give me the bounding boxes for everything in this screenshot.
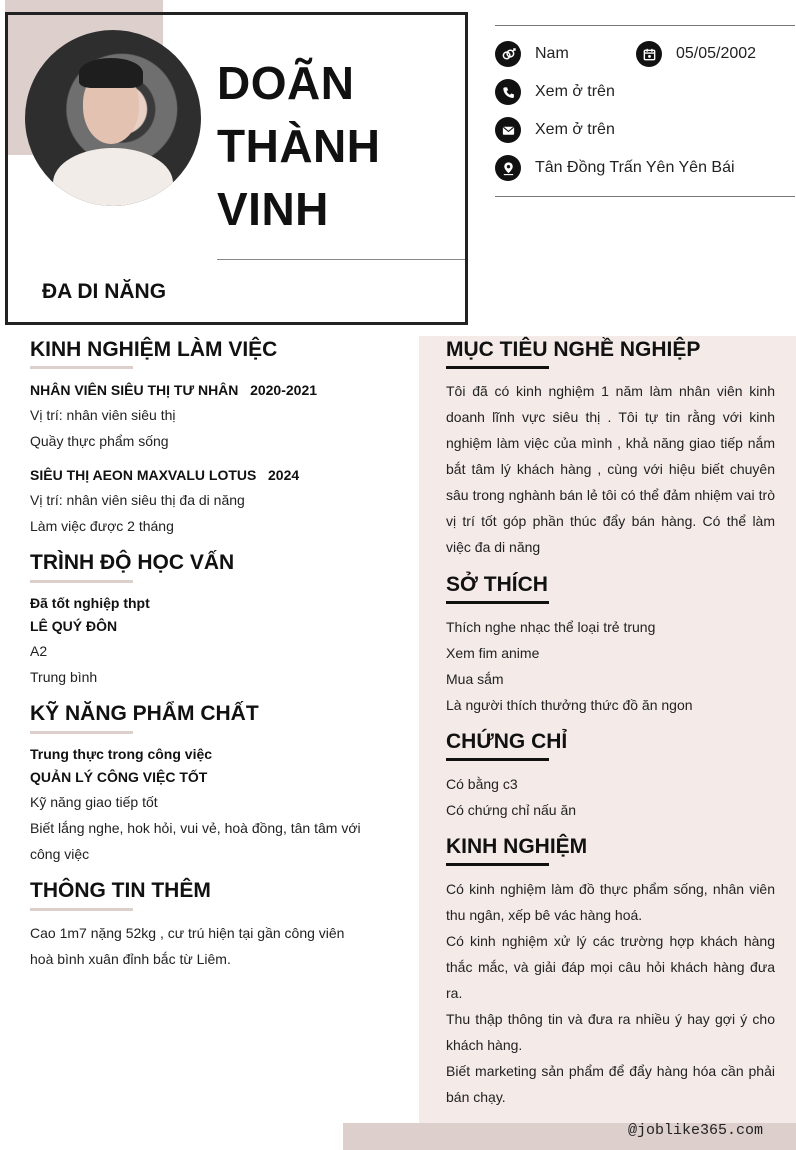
section-title-experience-details: KINH NGHIỆM [446,835,588,858]
contact-phone: Xem ở trên [495,79,615,105]
job-title: ĐA DI NĂNG [42,280,167,303]
mail-icon [495,117,521,143]
hobby-line: Xem fim anime [446,645,540,661]
certificate-line: Có chứng chỉ nấu ăn [446,802,577,818]
hobby-line: Là người thích thưởng thức đồ ăn ngon [446,697,693,713]
name-line-1: DOÃN [217,57,355,109]
job-line: Làm việc được 2 tháng [30,518,174,534]
section-underline [446,863,549,866]
contact-birthday: 05/05/2002 [636,41,756,67]
name-line-3: VINH [217,183,329,235]
name-line-2: THÀNH [217,120,381,172]
phone-icon [495,79,521,105]
section-underline [446,601,549,604]
skill-line: Trung thực trong công việc [30,746,213,762]
more-info-line: Cao 1m7 nặng 52kg , cư trú hiện tại gần công viên [30,925,345,941]
section-title-certificates: CHỨNG CHỈ [446,730,568,753]
footer-watermark: @joblike365.com [628,1122,764,1139]
section-underline [30,731,133,734]
skill-line: công việc [30,846,90,862]
education-line: A2 [30,643,48,659]
section-underline [446,758,549,761]
certificate-line: Có bằng c3 [446,776,518,792]
experience-paragraph: Biết marketing sản phẩm để đẩy hàng hóa cần phải bán chạy. [446,1063,775,1105]
section-title-hobbies: SỞ THÍCH [446,573,548,596]
section-underline [30,580,133,583]
job-line: Vị trí: nhân viên siêu thị [30,407,176,423]
job-heading-2: SIÊU THỊ AEON MAXVALU LOTUS 2024 [30,467,300,483]
job-line: Quầy thực phẩm sống [30,433,169,449]
more-info-line: hoà bình xuân đỉnh bắc từ Liêm. [30,951,231,967]
skill-line: Biết lắng nghe, hok hỏi, vui vẻ, hoà đồng, tân tâm với [30,820,361,836]
location-icon [495,155,521,181]
hobby-line: Mua sắm [446,671,504,687]
experience-paragraph: Có kinh nghiệm làm đồ thực phẩm sống, nhân viên thu ngân, xếp bê vác hàng hoá. [446,881,775,923]
education-line: Trung bình [30,669,98,685]
experience-paragraph: Thu thập thông tin và đưa ra nhiều ý hay gợi ý cho khách hàng. [446,1011,775,1053]
name-divider [217,259,465,260]
section-title-education: TRÌNH ĐỘ HỌC VẤN [30,551,235,574]
job-line: Vị trí: nhân viên siêu thị đa di năng [30,492,245,508]
hobby-line: Thích nghe nhạc thể loại trẻ trung [446,619,656,635]
avatar [25,30,201,206]
section-title-more-info: THÔNG TIN THÊM [30,879,211,902]
gender-icon [495,41,521,67]
section-title-objective: MỤC TIÊU NGHỀ NGHIỆP [446,338,701,361]
objective-text: Tôi đã có kinh nghiệm 1 năm làm nhân viên kinh doanh lĩnh vực siêu thị . Tôi tự tin rằng với kinh nghiệm làm việc của mình , khả năng giao tiếp nắm bắt tâm lý khách hàng , cùng với hiệu biết chuyên sâu trong nghành bán lẻ tôi có thể đảm nhiệm vai trò vị trí tốt góp phần thúc đẩy bán hàng. Có thể làm việc đa di năng [446,383,775,555]
experience-paragraph: Có kinh nghiệm xử lý các trường hợp khách hàng thắc mắc, và giải đáp mọi câu hỏi khách hàng đưa ra. [446,933,775,1001]
contact-gender: Nam [495,41,569,67]
section-underline [30,366,133,369]
contact-divider-top [495,25,795,26]
education-line: LÊ QUÝ ĐÔN [30,618,118,634]
section-underline [446,366,549,369]
job-heading-1: NHÂN VIÊN SIÊU THỊ TƯ NHÂN 2020-2021 [30,382,318,398]
contact-email: Xem ở trên [495,117,615,143]
skill-line: QUẢN LÝ CÔNG VIỆC TỐT [30,769,208,785]
calendar-icon [636,41,662,67]
education-line: Đã tốt nghiệp thpt [30,595,150,611]
section-title-experience: KINH NGHIỆM LÀM VIỆC [30,338,278,361]
section-title-skills: KỸ NĂNG PHẨM CHẤT [30,702,259,725]
section-underline [30,908,133,911]
contact-address: Tân Đồng Trấn Yên Yên Bái [495,155,735,181]
skill-line: Kỹ năng giao tiếp tốt [30,794,158,810]
contact-divider-bottom [495,196,795,197]
